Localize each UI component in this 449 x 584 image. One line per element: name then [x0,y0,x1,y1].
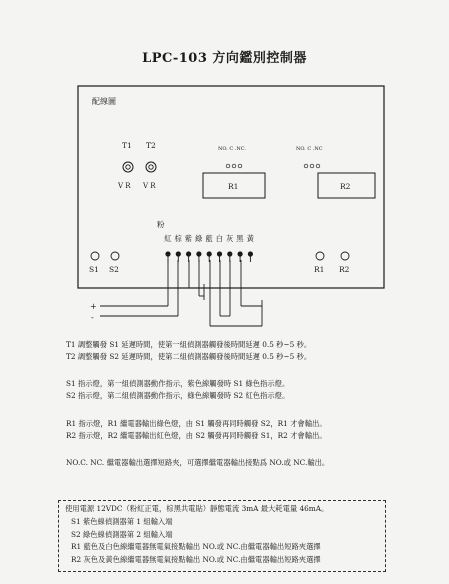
polarity-minus: - [91,313,94,322]
led-r2-label: R2 [339,265,350,274]
spec-r1: R1 藍色及白色線繼電器無電氣接點輸出 NO.或 NC.由繼電器輸出短路夾選擇 [71,542,321,552]
t2-label: T2 [146,141,156,150]
wire-color-label: 黑 [236,234,244,243]
relay2-contact-pins [304,164,320,168]
document-title: LPC-103 方向鑑別控制器 [142,51,307,66]
polarity-plus: + [90,302,97,311]
led-s2-label: S2 [109,265,119,274]
note-s1: S1 指示燈，第一組偵測器動作指示，紫色線觸發時 S1 綠色指示燈。 [66,379,290,388]
wire-color-label: 灰 [226,234,234,243]
t2-trimmer-icon [146,162,156,172]
note-r1: R1 指示燈，R1 繼電器輸出綠色燈，由 S1 觸發再同時觸發 S2，R1 才會輸出。 [66,419,327,428]
note-t2: T2 調整觸發 S2 延遲時間，使第二組偵測器觸發後時間延遲 0.5 秒~5 秒。 [66,352,312,362]
notes-indicators-r [66,418,327,443]
spec-s2: S2 綠色線偵測器第 2 組輸入端 [71,529,173,539]
led-s1-icon [91,252,99,260]
note-nc: NO.C. NC. 繼電器輸出選擇短路夾，可選擇繼電器輸出接點爲 NO.或 NC.輸出。 [66,458,330,467]
external-wiring [100,260,262,326]
relay1-contact-pins [226,164,242,168]
wire-color-label: 白 [215,234,223,243]
wire-color-label: 藍 [205,234,213,243]
notes-nc [66,457,329,469]
spec-power: 使用電源 12VDC（粉紅正電，棕黑共電貼）靜態電流 3mA 最大耗電量 46mA。 [65,504,329,513]
wire-color-label: 紫 [184,234,193,243]
relay2-label: R2 [340,182,351,191]
relay2-contacts-label: NO. C .NC [296,146,323,152]
t1-trimmer-icon [123,162,133,172]
led-s2-icon [111,252,119,260]
spec-r2: R2 灰色及黃色線繼電器無電氣接點輸出 NO.或 NC.由繼電器輸出短路夾選擇 [71,555,321,565]
led-r1-label: R1 [314,265,325,274]
wire-color-label: 綠 [195,234,203,243]
note-s2: S2 指示燈，第二組偵測器動作指示，綠色線觸發時 S2 紅色指示燈。 [66,391,290,401]
vr-label-2: V R [143,182,156,190]
wire-color-label: 棕 [174,234,182,243]
wire-extra-label: 粉 [157,220,165,229]
t1-label: T1 [122,141,132,150]
wire-color-label: 紅 [164,234,172,243]
relay1-label: R1 [228,182,239,191]
led-r2-icon [341,252,349,260]
note-r2: R2 指示燈，R2 繼電器輸出紅色燈，由 S2 觸發再同時觸發 S1，R2 才會輸出。 [66,431,327,441]
spec-box [58,500,386,572]
note-t1: T1 調整觸發 S1 延遲時間，使第一組偵測器觸發後時間延遲 0.5 秒~5 秒。 [66,340,312,349]
led-s1-label: S1 [89,265,99,274]
spec-s1: S1 紫色線偵測器第 1 組輸入端 [71,516,173,526]
relay1-contacts-label: NO. C .NC. [218,146,246,152]
notes-trimmers [66,339,311,364]
wire-color-label: 黃 [246,234,254,243]
vr-label-1: V R [118,182,131,190]
diagram-label: 配線圖 [92,97,116,106]
led-r1-icon [316,252,324,260]
notes-indicators-s [66,378,289,403]
